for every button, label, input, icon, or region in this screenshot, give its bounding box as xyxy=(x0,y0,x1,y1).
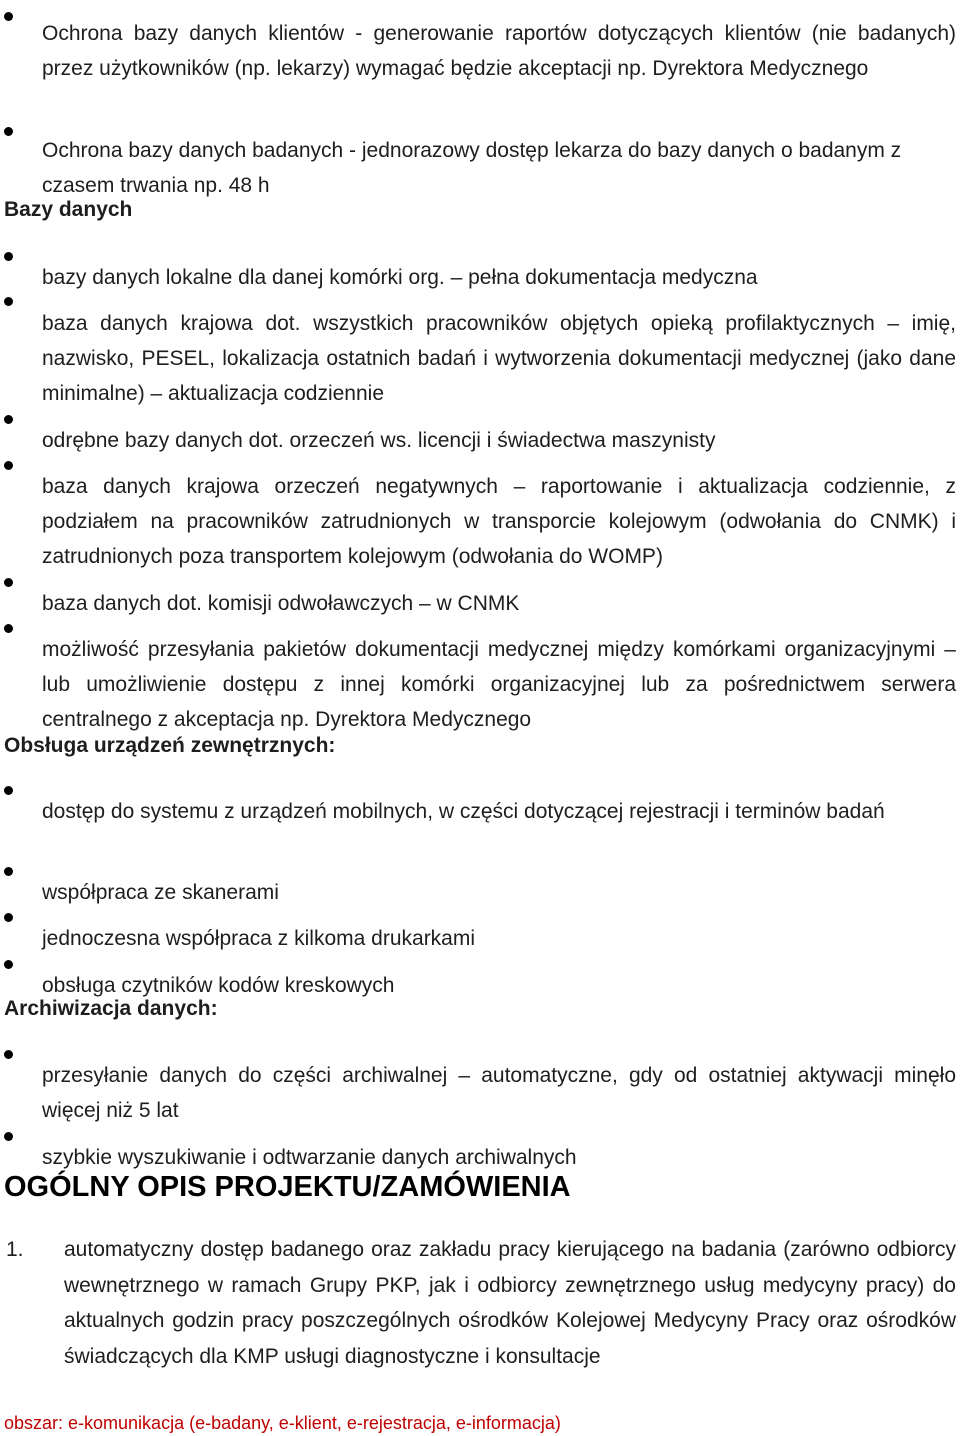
list-item-text: jednoczesna współpraca z kilkoma drukarkami xyxy=(42,927,476,950)
list-item-text: Ochrona bazy danych badanych - jednorazowy dostęp lekarza do bazy danych o badanym z czasem trwania np. 48 h xyxy=(42,139,902,197)
bullet-icon xyxy=(4,297,13,306)
bullet-icon xyxy=(4,960,13,969)
bullet-icon xyxy=(4,1132,13,1141)
bullet-icon xyxy=(4,252,13,261)
list-item-text: bazy danych lokalne dla danej komórki org. – pełna dokumentacja medyczna xyxy=(42,266,758,289)
bullet-icon xyxy=(4,578,13,587)
bullet-icon xyxy=(4,1050,13,1059)
list-item-text: przesyłanie danych do części archiwalnej – automatyczne, gdy od ostatniej aktywacji minęło więcej niż 5 lat xyxy=(42,1064,956,1122)
section-heading-urzadzenia: Obsługa urządzeń zewnętrznych: xyxy=(4,734,336,757)
bullet-icon xyxy=(4,461,13,470)
list-item-text: baza danych krajowa orzeczeń negatywnych – raportowanie i aktualizacja codziennie, z podziałem na pracowników zatrudnionych w transporcie kolejowym (odwołania do CNMK) i zatrudnionych poza transportem kolejowym (odwołania do WOMP) xyxy=(42,475,956,568)
list-item-text: dostęp do systemu z urządzeń mobilnych, w części dotyczącej rejestracji i terminów badań xyxy=(42,800,885,823)
list-item-text: obsługa czytników kodów kreskowych xyxy=(42,974,395,997)
bullet-icon xyxy=(4,12,13,21)
list-item-text: automatyczny dostęp badanego oraz zakładu pracy kierującego na badania (zarówno odbiorcy wewnętrznego w ramach Grupy PKP, jak i odbiorcy zewnętrznego usług medycyny pracy) do aktualnych godzin pracy poszczególnych ośrodków Kolejowej Medycyny Pracy oraz ośrodków świadczących dla KMP usługi diagnostyczne i konsultacje xyxy=(64,1238,956,1368)
list-item-text: szybkie wyszukiwanie i odtwarzanie danych archiwalnych xyxy=(42,1146,577,1169)
bullet-icon xyxy=(4,913,13,922)
list-item-text: baza danych krajowa dot. wszystkich pracowników objętych opieką profilaktycznych – imię, nazwisko, PESEL, lokalizacja ostatnich badań i wytworzenia dokumentacji medycznej (jako dane minimalne) – aktualizacja codziennie xyxy=(42,312,956,405)
bullet-icon xyxy=(4,867,13,876)
list-item-text: możliwość przesyłania pakietów dokumentacji medycznej między komórkami organizacyjnymi – lub umożliwienie dostępu z innej komórki organizacyjnej lub za pośrednictwem serwera centralnego z akceptacja np. Dyrektora Medycznego xyxy=(42,638,956,731)
footer-note: obszar: e-komunikacja (e-badany, e-klient, e-rejestracja, e-informacja) xyxy=(4,1413,561,1433)
bullet-icon xyxy=(4,415,13,424)
section-heading-bazy: Bazy danych xyxy=(4,198,133,221)
list-item-text: współpraca ze skanerami xyxy=(42,881,279,904)
bullet-icon xyxy=(4,127,13,136)
list-item-text: Ochrona bazy danych klientów - generowanie raportów dotyczących klientów (nie badanych) przez użytkowników (np. lekarzy) wymagać będzie akceptacji np. Dyrektora Medycznego xyxy=(42,22,956,80)
bullet-icon xyxy=(4,624,13,633)
list-item-text: odrębne bazy danych dot. orzeczeń ws. licencji i świadectwa maszynisty xyxy=(42,429,716,452)
bullet-icon xyxy=(4,786,13,795)
page-title: OGÓLNY OPIS PROJEKTU/ZAMÓWIENIA xyxy=(4,1171,571,1203)
section-heading-archiwizacja: Archiwizacja danych: xyxy=(4,997,218,1020)
list-number: 1. xyxy=(6,1238,24,1261)
list-item-text: baza danych dot. komisji odwoławczych – w CNMK xyxy=(42,592,520,615)
